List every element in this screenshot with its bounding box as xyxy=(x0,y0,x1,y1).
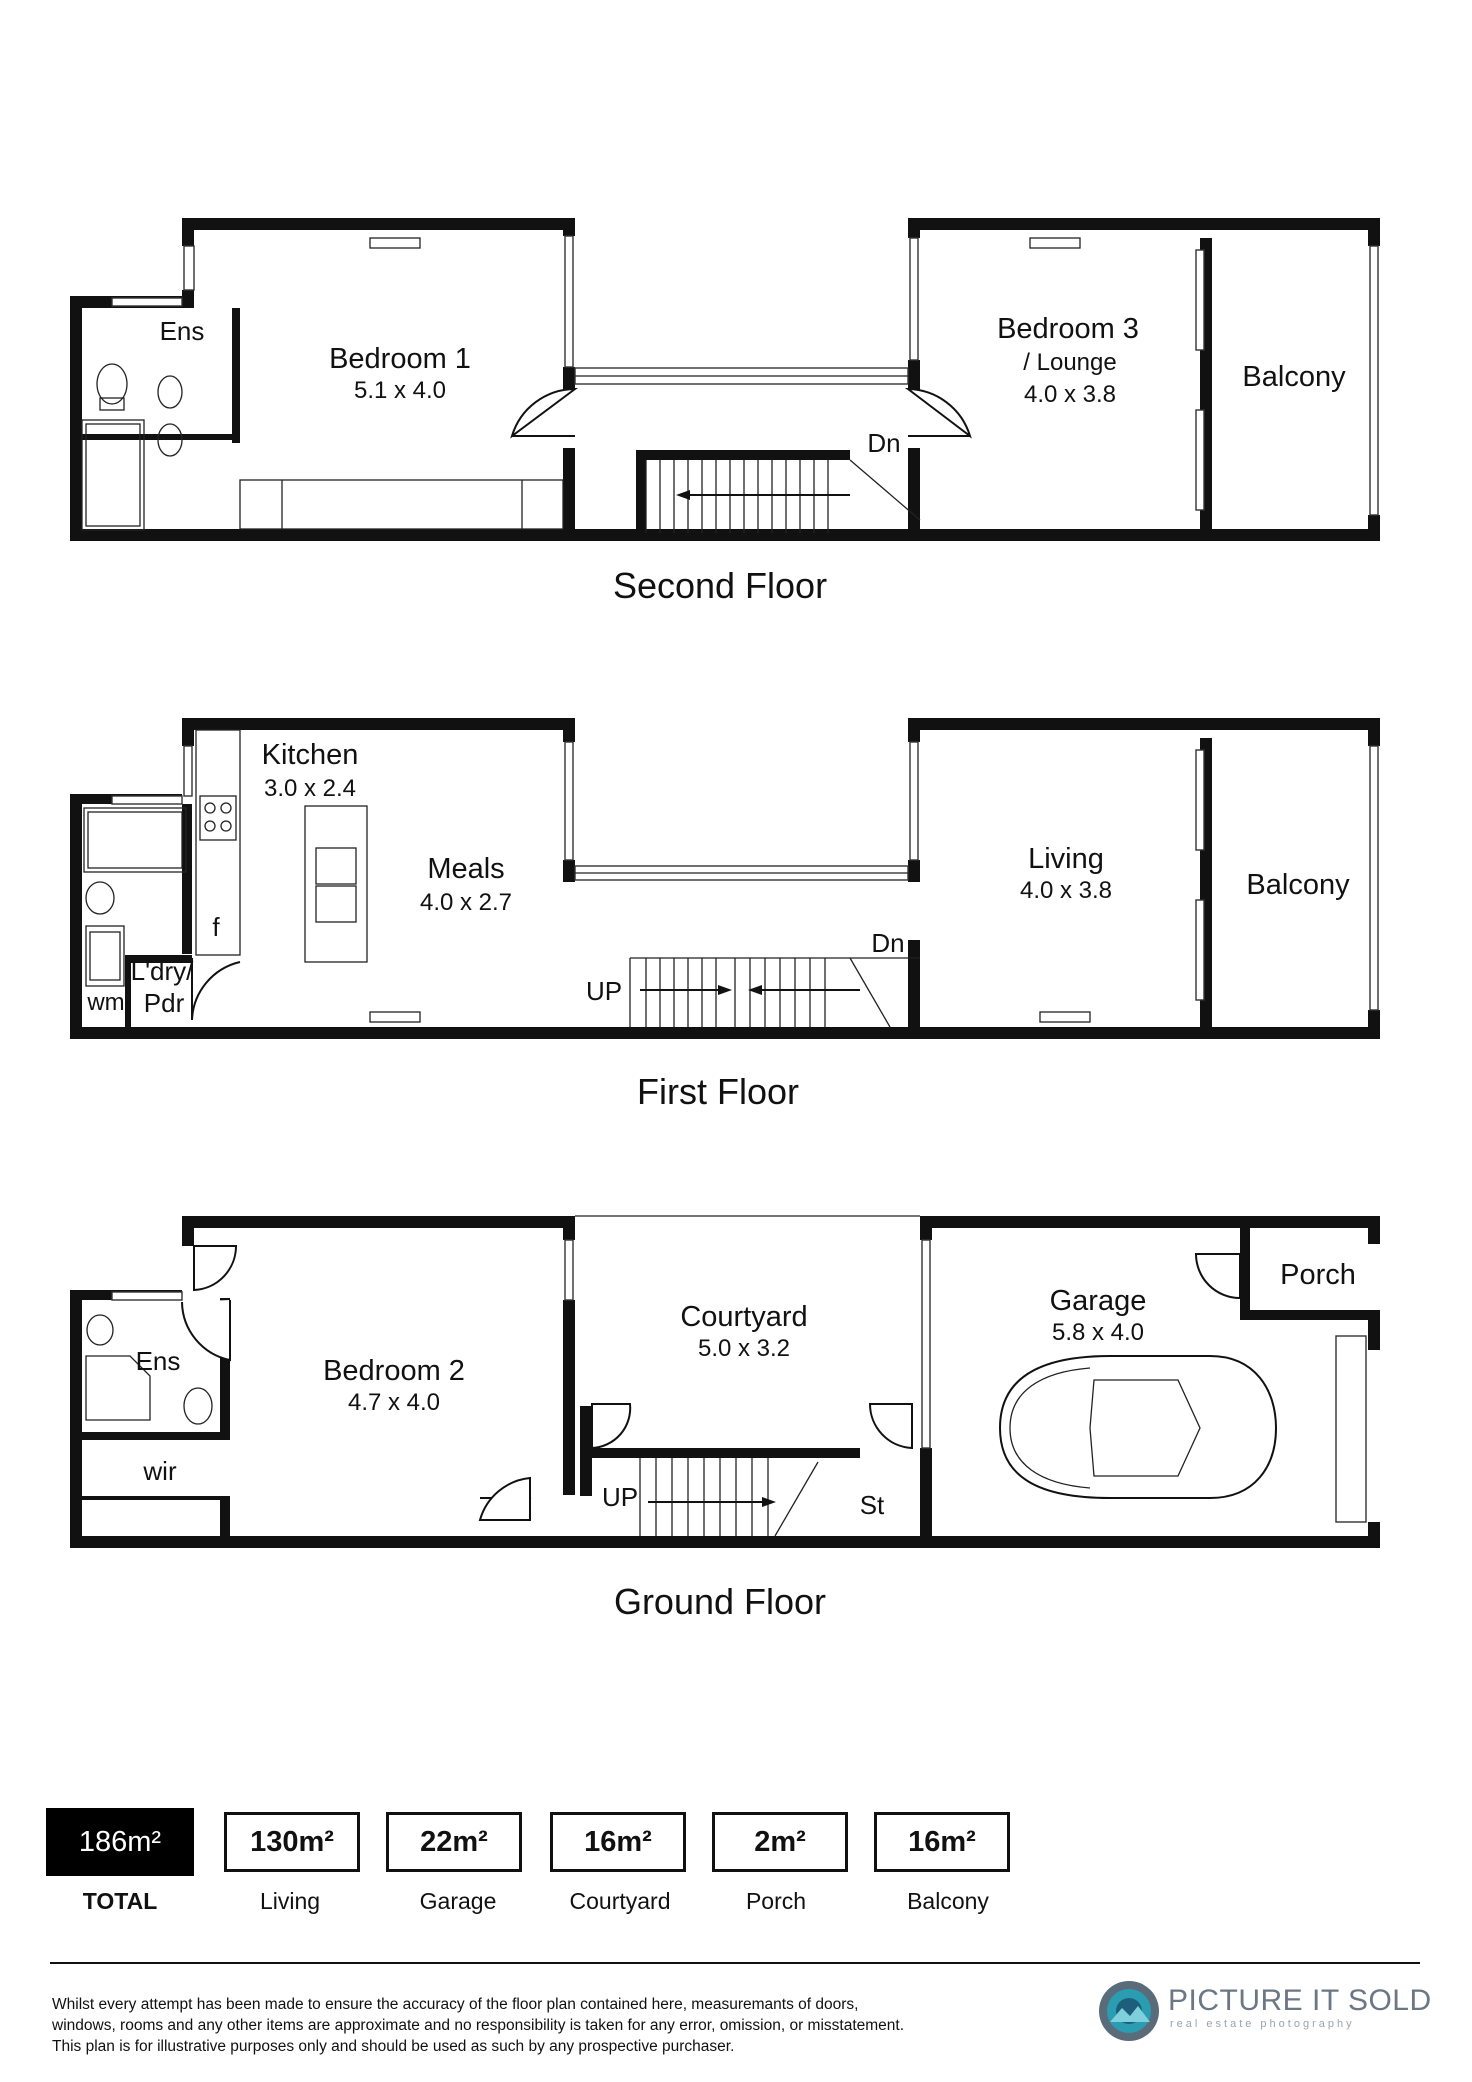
living-area-label: Living xyxy=(259,1888,321,1914)
second-floor-title: Second Floor xyxy=(612,565,828,606)
garage-name: Garage xyxy=(1049,1285,1147,1317)
courtyard-name: Courtyard xyxy=(680,1301,808,1333)
first-stair-up-label: UP xyxy=(585,976,623,1006)
courtyard-dims: 5.0 x 3.2 xyxy=(697,1335,791,1362)
wir-label: wir xyxy=(143,1456,177,1486)
living-dims: 4.0 x 3.8 xyxy=(1019,877,1113,904)
disclaimer-line-1: Whilst every attempt has been made to ensure the accuracy of the floor plan contained here, measuremants of doors, xyxy=(52,1996,859,2013)
company-logo xyxy=(1096,1978,1436,2050)
bedroom3-name2: / Lounge xyxy=(1023,349,1117,376)
bedroom1-name: Bedroom 1 xyxy=(329,343,471,375)
garage-area-value: 22m² xyxy=(386,1812,522,1872)
first-floor-stairs xyxy=(630,958,920,1027)
bedroom3-dims: 4.0 x 3.8 xyxy=(1023,381,1117,408)
disclaimer-line-2: windows, rooms and any other items are approximate and no responsibility is taken for any error, omission, or misstatement. xyxy=(52,2017,905,2034)
balcony-area-value: 16m² xyxy=(874,1812,1010,1872)
second-ens-label: Ens xyxy=(159,316,205,346)
second-floor-plan xyxy=(70,218,1380,541)
balcony-area-label: Balcony xyxy=(907,1888,989,1914)
disclaimer xyxy=(52,1994,1012,2057)
wm-label: wm xyxy=(87,989,125,1016)
ground-floor-stairs xyxy=(640,1458,818,1536)
logo-name: PICTURE IT SOLD xyxy=(1168,1984,1432,2017)
porch-label: Porch xyxy=(1280,1259,1356,1291)
divider xyxy=(50,1962,1420,1964)
bedroom1-dims: 5.1 x 4.0 xyxy=(353,377,447,404)
second-balcony-label: Balcony xyxy=(1242,361,1346,393)
living-name: Living xyxy=(1028,843,1104,875)
camera-lens-icon xyxy=(1096,1978,1162,2044)
laundry-label-2: Pdr xyxy=(143,988,185,1018)
ground-floor-title: Ground Floor xyxy=(613,1581,827,1622)
kitchen-dims: 3.0 x 2.4 xyxy=(263,775,357,802)
first-balcony-label: Balcony xyxy=(1246,869,1350,901)
porch-area-value: 2m² xyxy=(712,1812,848,1872)
second-stair-dn-label: Dn xyxy=(867,428,901,458)
laundry-label-1: L'dry/ xyxy=(130,956,194,986)
logo-tagline: real estate photography xyxy=(1170,2018,1355,2030)
total-area-value: 186m² xyxy=(46,1808,194,1876)
ground-stair-up-label: UP xyxy=(601,1482,639,1512)
porch-area-label: Porch xyxy=(745,1888,807,1914)
bedroom2-name: Bedroom 2 xyxy=(323,1355,465,1387)
total-area-label: TOTAL xyxy=(82,1888,158,1914)
meals-dims: 4.0 x 2.7 xyxy=(419,889,513,916)
garage-dims: 5.8 x 4.0 xyxy=(1051,1319,1145,1346)
bedroom3-name: Bedroom 3 xyxy=(997,313,1139,345)
ground-ens-label: Ens xyxy=(135,1346,181,1376)
store-label: St xyxy=(859,1490,885,1520)
second-floor-stairs xyxy=(646,460,920,533)
garage-area-label: Garage xyxy=(419,1888,497,1914)
living-area-value: 130m² xyxy=(224,1812,360,1872)
bedroom2-dims: 4.7 x 4.0 xyxy=(347,1389,441,1416)
courtyard-area-value: 16m² xyxy=(550,1812,686,1872)
first-floor-title: First Floor xyxy=(637,1071,799,1112)
first-stair-dn-label: Dn xyxy=(871,928,905,958)
fridge-label: f xyxy=(212,912,220,942)
courtyard-area-label: Courtyard xyxy=(569,1888,671,1914)
disclaimer-line-3: This plan is for illustrative purposes only and should be used as such by any prospective purchaser. xyxy=(52,2038,735,2055)
ground-floor-plan xyxy=(70,1216,1380,1548)
kitchen-name: Kitchen xyxy=(261,739,359,771)
meals-name: Meals xyxy=(427,853,505,885)
car-icon xyxy=(1000,1356,1276,1498)
